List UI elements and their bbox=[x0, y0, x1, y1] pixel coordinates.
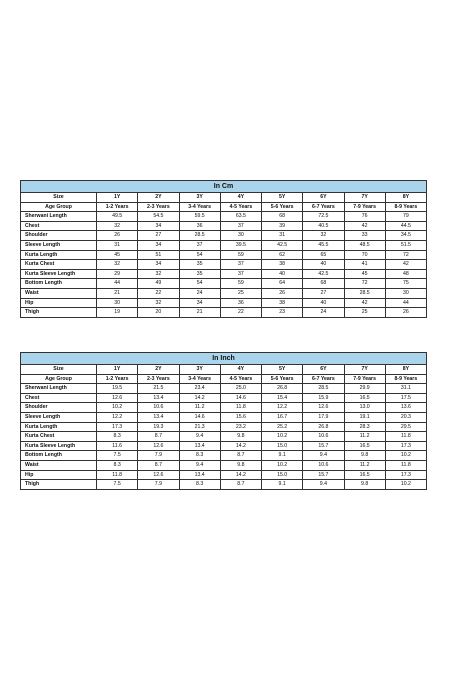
measurement-label: Bottom Length bbox=[21, 451, 97, 461]
measurement-label: Waist bbox=[21, 288, 97, 298]
table-row bbox=[21, 288, 427, 298]
measurement-value: 23.2 bbox=[220, 422, 261, 432]
measurement-value: 31.1 bbox=[385, 384, 426, 394]
measurement-value: 9.8 bbox=[344, 480, 385, 490]
measurement-value: 68 bbox=[303, 279, 344, 289]
measurement-value: 51.5 bbox=[385, 240, 426, 250]
measurement-value: 13.4 bbox=[179, 470, 220, 480]
size-header-cell: 1Y bbox=[97, 365, 138, 375]
measurement-value: 37 bbox=[220, 260, 261, 270]
measurement-value: 14.6 bbox=[220, 393, 261, 403]
measurement-label: Chest bbox=[21, 221, 97, 231]
table-row bbox=[21, 403, 427, 413]
table-row bbox=[21, 212, 427, 222]
measurement-value: 9.4 bbox=[179, 432, 220, 442]
measurement-value: 39.5 bbox=[220, 240, 261, 250]
measurement-value: 42 bbox=[344, 298, 385, 308]
measurement-value: 11.2 bbox=[179, 403, 220, 413]
size-header-cell: 8Y bbox=[385, 365, 426, 375]
measurement-value: 42.5 bbox=[303, 269, 344, 279]
measurement-value: 59 bbox=[220, 279, 261, 289]
measurement-label: Thigh bbox=[21, 480, 97, 490]
table-row bbox=[21, 260, 427, 270]
measurement-value: 70 bbox=[344, 250, 385, 260]
measurement-value: 54 bbox=[179, 279, 220, 289]
measurement-value: 41 bbox=[344, 260, 385, 270]
measurement-label: Kurta Length bbox=[21, 422, 97, 432]
measurement-value: 13.4 bbox=[179, 441, 220, 451]
measurement-value: 10.2 bbox=[97, 403, 138, 413]
measurement-value: 16.5 bbox=[344, 441, 385, 451]
measurement-value: 10.6 bbox=[303, 460, 344, 470]
measurement-value: 9.1 bbox=[262, 480, 303, 490]
table-row bbox=[21, 279, 427, 289]
measurement-value: 32 bbox=[97, 260, 138, 270]
measurement-value: 37 bbox=[179, 240, 220, 250]
age-group-cell: 8-9 Years bbox=[385, 202, 426, 212]
measurement-value: 28.5 bbox=[179, 231, 220, 241]
size-header-cell: 3Y bbox=[179, 365, 220, 375]
measurement-value: 27 bbox=[138, 231, 179, 241]
measurement-value: 21 bbox=[179, 308, 220, 318]
age-group-cell: 1-2 Years bbox=[97, 374, 138, 384]
table-row bbox=[21, 269, 427, 279]
measurement-value: 11.8 bbox=[385, 432, 426, 442]
size-header-cell: 7Y bbox=[344, 365, 385, 375]
age-group-cell: 6-7 Years bbox=[303, 374, 344, 384]
measurement-value: 19 bbox=[97, 308, 138, 318]
measurement-value: 35 bbox=[179, 260, 220, 270]
measurement-label: Sleeve Length bbox=[21, 240, 97, 250]
measurement-value: 23.4 bbox=[179, 384, 220, 394]
table-row bbox=[21, 460, 427, 470]
table-row bbox=[21, 470, 427, 480]
measurement-value: 7.9 bbox=[138, 451, 179, 461]
measurement-value: 26.8 bbox=[262, 384, 303, 394]
measurement-value: 10.2 bbox=[385, 451, 426, 461]
age-group-row bbox=[21, 374, 427, 384]
table-title: In Cm bbox=[21, 181, 427, 193]
measurement-value: 54 bbox=[179, 250, 220, 260]
measurement-value: 15.4 bbox=[262, 393, 303, 403]
age-group-cell: 7-9 Years bbox=[344, 374, 385, 384]
measurement-value: 11.2 bbox=[344, 460, 385, 470]
measurement-value: 21.3 bbox=[179, 422, 220, 432]
measurement-value: 15.6 bbox=[220, 412, 261, 422]
measurement-value: 54.5 bbox=[138, 212, 179, 222]
measurement-value: 37 bbox=[220, 269, 261, 279]
table-row bbox=[21, 412, 427, 422]
measurement-value: 32 bbox=[303, 231, 344, 241]
measurement-value: 8.7 bbox=[220, 480, 261, 490]
measurement-label: Shoulder bbox=[21, 403, 97, 413]
measurement-label: Thigh bbox=[21, 308, 97, 318]
table-row bbox=[21, 451, 427, 461]
measurement-value: 45 bbox=[97, 250, 138, 260]
measurement-value: 17.3 bbox=[385, 470, 426, 480]
table-row bbox=[21, 308, 427, 318]
measurement-value: 76 bbox=[344, 212, 385, 222]
size-header-label: Size bbox=[21, 365, 97, 375]
measurement-value: 17.3 bbox=[385, 441, 426, 451]
measurement-value: 49.5 bbox=[97, 212, 138, 222]
measurement-value: 45.5 bbox=[303, 240, 344, 250]
measurement-value: 9.4 bbox=[303, 480, 344, 490]
measurement-value: 9.8 bbox=[220, 460, 261, 470]
measurement-value: 72 bbox=[385, 250, 426, 260]
measurement-value: 45 bbox=[344, 269, 385, 279]
measurement-value: 42 bbox=[344, 221, 385, 231]
size-header-cell: 3Y bbox=[179, 193, 220, 203]
measurement-value: 23 bbox=[262, 308, 303, 318]
measurement-value: 30 bbox=[97, 298, 138, 308]
table-row bbox=[21, 250, 427, 260]
measurement-value: 42.5 bbox=[262, 240, 303, 250]
measurement-value: 25.2 bbox=[262, 422, 303, 432]
table-row bbox=[21, 393, 427, 403]
measurement-value: 8.7 bbox=[138, 460, 179, 470]
measurement-value: 29 bbox=[97, 269, 138, 279]
measurement-value: 12.6 bbox=[138, 441, 179, 451]
measurement-label: Kurta Sleeve Length bbox=[21, 269, 97, 279]
measurement-value: 26 bbox=[385, 308, 426, 318]
measurement-value: 29.5 bbox=[385, 422, 426, 432]
measurement-value: 24 bbox=[179, 288, 220, 298]
measurement-value: 29.9 bbox=[344, 384, 385, 394]
size-header-cell: 4Y bbox=[220, 365, 261, 375]
size-header-row bbox=[21, 193, 427, 203]
table-row bbox=[21, 384, 427, 394]
measurement-value: 26 bbox=[262, 288, 303, 298]
measurement-value: 14.2 bbox=[220, 441, 261, 451]
measurement-value: 63.5 bbox=[220, 212, 261, 222]
size-header-label: Size bbox=[21, 193, 97, 203]
measurement-label: Kurta Sleeve Length bbox=[21, 441, 97, 451]
size-header-cell: 6Y bbox=[303, 365, 344, 375]
size-chart-inch-table bbox=[20, 352, 427, 490]
measurement-value: 37 bbox=[220, 221, 261, 231]
measurement-value: 12.6 bbox=[138, 470, 179, 480]
measurement-value: 79 bbox=[385, 212, 426, 222]
measurement-value: 9.4 bbox=[179, 460, 220, 470]
age-group-cell: 3-4 Years bbox=[179, 374, 220, 384]
measurement-value: 14.2 bbox=[179, 393, 220, 403]
measurement-value: 12.2 bbox=[97, 412, 138, 422]
measurement-label: Sherwani Length bbox=[21, 384, 97, 394]
table-row bbox=[21, 422, 427, 432]
size-header-cell: 4Y bbox=[220, 193, 261, 203]
measurement-value: 10.6 bbox=[138, 403, 179, 413]
age-group-cell: 8-9 Years bbox=[385, 374, 426, 384]
measurement-value: 15.9 bbox=[303, 393, 344, 403]
measurement-value: 51 bbox=[138, 250, 179, 260]
measurement-value: 34.5 bbox=[385, 231, 426, 241]
measurement-value: 42 bbox=[385, 260, 426, 270]
measurement-value: 72.5 bbox=[303, 212, 344, 222]
measurement-value: 64 bbox=[262, 279, 303, 289]
measurement-value: 30 bbox=[220, 231, 261, 241]
measurement-value: 25 bbox=[220, 288, 261, 298]
age-group-cell: 7-9 Years bbox=[344, 202, 385, 212]
measurement-value: 17.5 bbox=[385, 393, 426, 403]
size-chart-cm-table bbox=[20, 180, 427, 318]
measurement-value: 10.2 bbox=[262, 460, 303, 470]
measurement-value: 22 bbox=[138, 288, 179, 298]
measurement-value: 8.7 bbox=[220, 451, 261, 461]
measurement-value: 15.7 bbox=[303, 441, 344, 451]
measurement-value: 33 bbox=[344, 231, 385, 241]
measurement-value: 14.2 bbox=[220, 470, 261, 480]
measurement-value: 10.6 bbox=[303, 432, 344, 442]
measurement-value: 72 bbox=[344, 279, 385, 289]
measurement-value: 32 bbox=[138, 298, 179, 308]
measurement-value: 48 bbox=[385, 269, 426, 279]
age-group-cell: 5-6 Years bbox=[262, 202, 303, 212]
measurement-value: 7.5 bbox=[97, 480, 138, 490]
measurement-value: 28.3 bbox=[344, 422, 385, 432]
measurement-value: 8.7 bbox=[138, 432, 179, 442]
measurement-value: 40 bbox=[262, 269, 303, 279]
age-group-cell: 6-7 Years bbox=[303, 202, 344, 212]
size-header-cell: 2Y bbox=[138, 193, 179, 203]
measurement-value: 11.6 bbox=[97, 441, 138, 451]
measurement-value: 26.8 bbox=[303, 422, 344, 432]
age-group-cell: 2-3 Years bbox=[138, 374, 179, 384]
measurement-value: 13.4 bbox=[138, 393, 179, 403]
measurement-value: 11.2 bbox=[344, 432, 385, 442]
measurement-value: 34 bbox=[138, 260, 179, 270]
size-header-cell: 6Y bbox=[303, 193, 344, 203]
measurement-value: 38 bbox=[262, 260, 303, 270]
size-header-cell: 5Y bbox=[262, 365, 303, 375]
measurement-value: 7.9 bbox=[138, 480, 179, 490]
measurement-value: 44 bbox=[385, 298, 426, 308]
measurement-value: 40.5 bbox=[303, 221, 344, 231]
size-header-cell: 5Y bbox=[262, 193, 303, 203]
measurement-value: 59.5 bbox=[179, 212, 220, 222]
age-group-row bbox=[21, 202, 427, 212]
age-group-label: Age Group bbox=[21, 374, 97, 384]
measurement-label: Sherwani Length bbox=[21, 212, 97, 222]
measurement-value: 8.3 bbox=[97, 460, 138, 470]
measurement-value: 8.3 bbox=[179, 451, 220, 461]
age-group-cell: 3-4 Years bbox=[179, 202, 220, 212]
size-header-cell: 8Y bbox=[385, 193, 426, 203]
measurement-label: Hip bbox=[21, 298, 97, 308]
measurement-label: Shoulder bbox=[21, 231, 97, 241]
measurement-value: 19.3 bbox=[138, 422, 179, 432]
measurement-value: 9.4 bbox=[303, 451, 344, 461]
measurement-value: 24 bbox=[303, 308, 344, 318]
measurement-value: 40 bbox=[303, 260, 344, 270]
table-row bbox=[21, 240, 427, 250]
measurement-value: 19.1 bbox=[344, 412, 385, 422]
table-row bbox=[21, 221, 427, 231]
measurement-value: 21.5 bbox=[138, 384, 179, 394]
measurement-value: 15.0 bbox=[262, 441, 303, 451]
measurement-value: 15.7 bbox=[303, 470, 344, 480]
measurement-value: 36 bbox=[179, 221, 220, 231]
measurement-value: 32 bbox=[138, 269, 179, 279]
measurement-value: 11.8 bbox=[385, 460, 426, 470]
measurement-value: 10.2 bbox=[262, 432, 303, 442]
measurement-value: 9.1 bbox=[262, 451, 303, 461]
measurement-value: 34 bbox=[138, 221, 179, 231]
measurement-value: 12.6 bbox=[97, 393, 138, 403]
age-group-cell: 4-5 Years bbox=[220, 374, 261, 384]
measurement-value: 31 bbox=[97, 240, 138, 250]
measurement-value: 39 bbox=[262, 221, 303, 231]
measurement-value: 17.9 bbox=[303, 412, 344, 422]
measurement-value: 26 bbox=[97, 231, 138, 241]
size-header-row bbox=[21, 365, 427, 375]
measurement-value: 28.5 bbox=[303, 384, 344, 394]
table-row bbox=[21, 432, 427, 442]
measurement-value: 34 bbox=[138, 240, 179, 250]
measurement-value: 14.6 bbox=[179, 412, 220, 422]
measurement-label: Kurta Length bbox=[21, 250, 97, 260]
table-row bbox=[21, 480, 427, 490]
measurement-value: 19.5 bbox=[97, 384, 138, 394]
table-row bbox=[21, 441, 427, 451]
measurement-value: 25.0 bbox=[220, 384, 261, 394]
measurement-value: 8.3 bbox=[179, 480, 220, 490]
measurement-label: Kurta Chest bbox=[21, 432, 97, 442]
measurement-value: 11.8 bbox=[220, 403, 261, 413]
measurement-value: 44 bbox=[97, 279, 138, 289]
measurement-value: 7.5 bbox=[97, 451, 138, 461]
measurement-value: 11.8 bbox=[97, 470, 138, 480]
measurement-value: 49 bbox=[138, 279, 179, 289]
measurement-value: 16.5 bbox=[344, 393, 385, 403]
measurement-value: 12.2 bbox=[262, 403, 303, 413]
size-header-cell: 1Y bbox=[97, 193, 138, 203]
measurement-value: 35 bbox=[179, 269, 220, 279]
age-group-cell: 1-2 Years bbox=[97, 202, 138, 212]
measurement-value: 13.4 bbox=[138, 412, 179, 422]
measurement-label: Hip bbox=[21, 470, 97, 480]
measurement-value: 75 bbox=[385, 279, 426, 289]
measurement-value: 22 bbox=[220, 308, 261, 318]
measurement-label: Chest bbox=[21, 393, 97, 403]
measurement-value: 31 bbox=[262, 231, 303, 241]
measurement-value: 44.5 bbox=[385, 221, 426, 231]
measurement-value: 17.3 bbox=[97, 422, 138, 432]
measurement-value: 9.8 bbox=[344, 451, 385, 461]
measurement-value: 25 bbox=[344, 308, 385, 318]
measurement-value: 32 bbox=[97, 221, 138, 231]
age-group-label: Age Group bbox=[21, 202, 97, 212]
measurement-value: 48.5 bbox=[344, 240, 385, 250]
measurement-value: 20 bbox=[138, 308, 179, 318]
measurement-value: 13.6 bbox=[385, 403, 426, 413]
measurement-value: 16.7 bbox=[262, 412, 303, 422]
measurement-label: Waist bbox=[21, 460, 97, 470]
measurement-value: 40 bbox=[303, 298, 344, 308]
measurement-value: 21 bbox=[97, 288, 138, 298]
measurement-value: 30 bbox=[385, 288, 426, 298]
size-header-cell: 7Y bbox=[344, 193, 385, 203]
measurement-value: 13.0 bbox=[344, 403, 385, 413]
measurement-value: 10.2 bbox=[385, 480, 426, 490]
age-group-cell: 5-6 Years bbox=[262, 374, 303, 384]
age-group-cell: 2-3 Years bbox=[138, 202, 179, 212]
measurement-value: 15.0 bbox=[262, 470, 303, 480]
measurement-label: Sleeve Length bbox=[21, 412, 97, 422]
measurement-value: 27 bbox=[303, 288, 344, 298]
age-group-cell: 4-5 Years bbox=[220, 202, 261, 212]
measurement-value: 12.6 bbox=[303, 403, 344, 413]
measurement-value: 9.8 bbox=[220, 432, 261, 442]
measurement-value: 20.3 bbox=[385, 412, 426, 422]
measurement-value: 68 bbox=[262, 212, 303, 222]
measurement-label: Kurta Chest bbox=[21, 260, 97, 270]
measurement-value: 28.5 bbox=[344, 288, 385, 298]
measurement-value: 62 bbox=[262, 250, 303, 260]
measurement-value: 16.5 bbox=[344, 470, 385, 480]
measurement-value: 36 bbox=[220, 298, 261, 308]
measurement-value: 38 bbox=[262, 298, 303, 308]
measurement-value: 65 bbox=[303, 250, 344, 260]
measurement-label: Bottom Length bbox=[21, 279, 97, 289]
table-title: In Inch bbox=[21, 353, 427, 365]
measurement-value: 59 bbox=[220, 250, 261, 260]
measurement-value: 8.3 bbox=[97, 432, 138, 442]
table-row bbox=[21, 231, 427, 241]
size-header-cell: 2Y bbox=[138, 365, 179, 375]
measurement-value: 34 bbox=[179, 298, 220, 308]
table-row bbox=[21, 298, 427, 308]
